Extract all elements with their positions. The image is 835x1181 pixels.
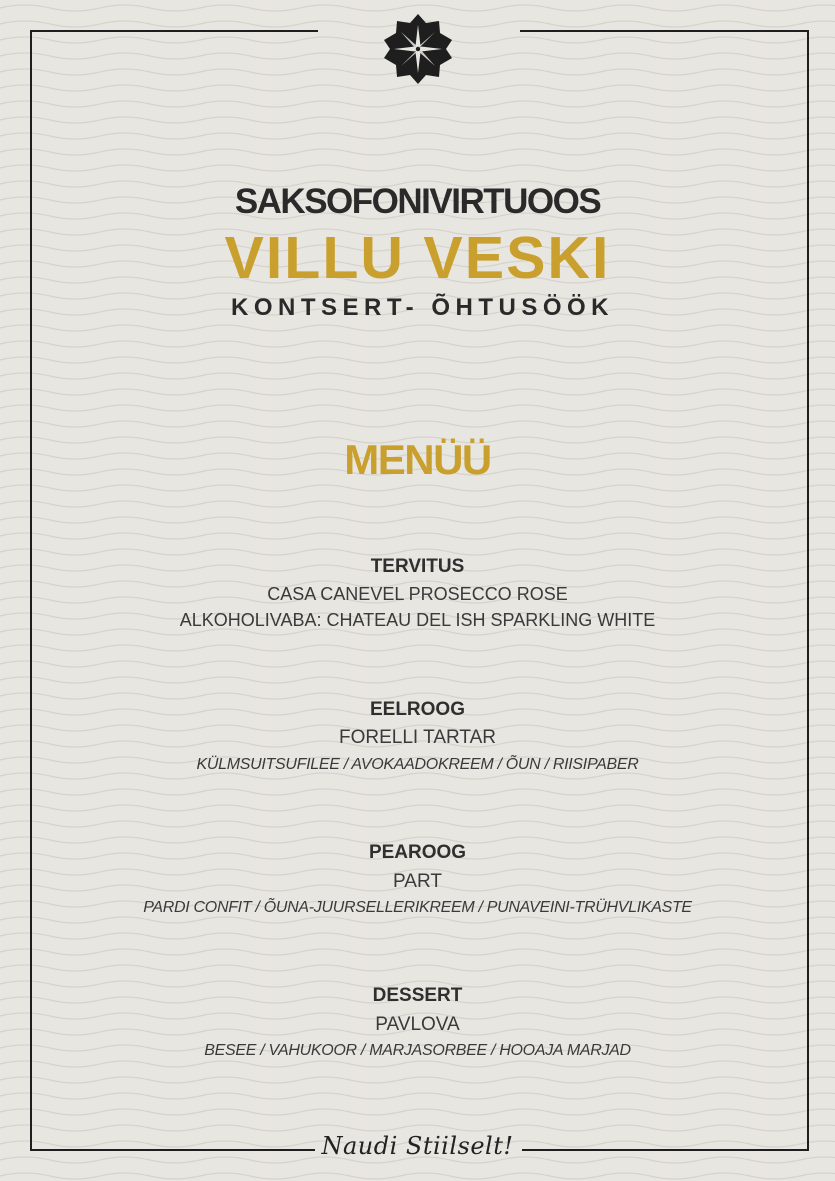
course-line: CASA CANEVEL PROSECCO ROSE: [267, 584, 568, 604]
course-dish: PART: [393, 871, 442, 892]
course-heading-dessert: DESSERT: [372, 985, 463, 1006]
course-dish: FORELLI TARTAR: [339, 727, 496, 748]
course-details: KÜLMSUITSUFILEE / AVOKAADOKREEM / ÕUN / RIISIPABER: [196, 756, 639, 773]
star-emblem-icon: [382, 13, 454, 85]
signature: Naudi Stiilselt!: [321, 1132, 514, 1160]
menu-title: MENÜÜ: [344, 436, 491, 483]
frame-top-left: [30, 30, 318, 32]
course-line: ALKOHOLIVABA: CHATEAU DEL ISH SPARKLING WHITE: [179, 610, 656, 630]
event-title: KONTSERT- ÕHTUSÖÖK: [230, 294, 614, 321]
subtitle: SAKSOFONIVIRTUOOS: [234, 182, 601, 221]
course-heading-eelroog: EELROOG: [369, 699, 465, 720]
course-heading-tervitus: TERVITUS: [370, 556, 465, 577]
artist-name: VILLU VESKI: [224, 225, 611, 291]
course-dish: PAVLOVA: [375, 1014, 460, 1035]
course-details: PARDI CONFIT / ÕUNA-JUURSELLERIKREEM / PUNAVEINI-TRÜHVLIKASTE: [143, 899, 692, 916]
frame-top-right: [520, 30, 809, 32]
course-details: BESEE / VAHUKOOR / MARJASORBEE / HOOAJA MARJAD: [204, 1042, 631, 1059]
course-heading-pearoog: PEAROOG: [368, 842, 467, 863]
